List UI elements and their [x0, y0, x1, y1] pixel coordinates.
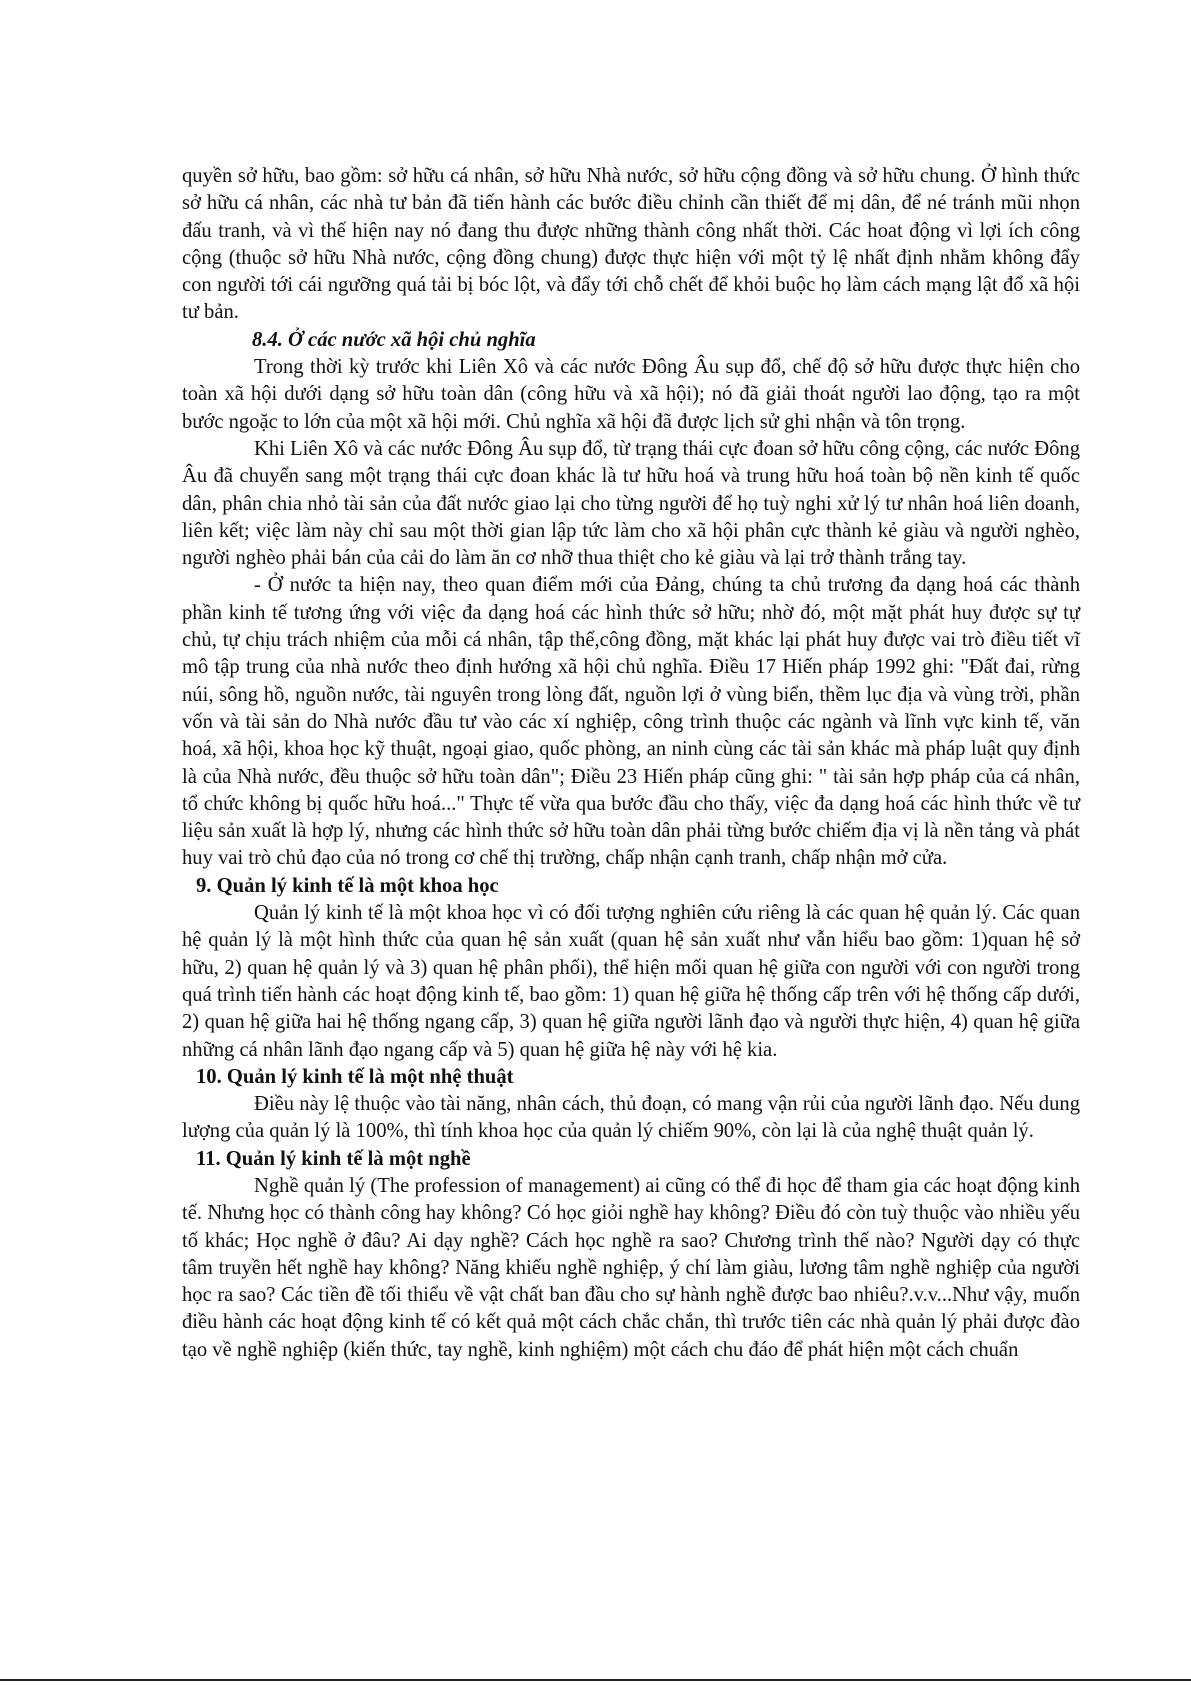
paragraph-capitalist-ownership: quyền sở hữu, bao gồm: sở hữu cá nhân, sở hữu Nhà nước, sở hữu cộng đồng và sở hữu chung. Ở hình thức sở hữu cá nhân, các nhà tư bản đã tiến hành các bước điều chỉnh cần thiết để mị dân, để né tránh mũi nhọn đấu tranh, và vì thế hiện nay nó đang thu được những thành công nhất thời. Các hoat động vì lợi ích công cộng (thuộc sở hữu Nhà nước, cộng đồng chung) được thực hiện với một tỷ lệ nhất định nhằm không đẩy con người tới cái ngưỡng quá tải bị bóc lột, và đẩy tới chỗ chết để khỏi buộc họ làm cách mạng lật đổ xã hội tư bản.	[182, 165, 1080, 324]
paragraph-collapse: Khi Liên Xô và các nước Đông Âu sụp đổ, từ trạng thái cực đoan sở hữu công cộng, các nước Đông Âu đã chuyển sang một trạng thái cực đoan khác là tư hữu hoá và trung hữu hoá toàn bộ nền kinh tế quốc dân, phân chia nhỏ tài sản của đất nước giao lại cho từng người để họ tuỳ nghi xử lý tư nhân hoá liên doanh, liên kết; việc làm này chỉ sau một thời gian lập tức làm cho xã hội phân cực thành kẻ giàu và người nghèo, người nghèo phải bán của cải do làm ăn cơ nhỡ thua thiệt cho kẻ giàu và lại trở thành trắng tay.	[182, 437, 1080, 570]
heading-10-management-art: 10. Quản lý kinh tế là một nhệ thuật	[196, 1065, 514, 1088]
paragraph-vietnam-policy: - Ở nước ta hiện nay, theo quan điểm mới của Đảng, chúng ta chủ trương đa dạng hoá các thành phần kinh tế tương ứng với việc đa dạng hoá các hình thức sở hữu; nhờ đó, một mặt phát huy được sự tự chủ, tự chịu trách nhiệm của mỗi cá nhân, tập thể,công đồng, mặt khác lại phát huy được vai trò điều tiết vĩ mô tập trung của nhà nước theo định hướng xã hội chủ nghĩa. Điều 17 Hiến pháp 1992 ghi: "Đất đai, rừng núi, sông hồ, nguồn nước, tài nguyên trong lòng đất, nguồn lợi ở vùng biển, thềm lục địa và vùng trời, phần vốn và tài sản do Nhà nước đầu tư vào các xí nghiệp, công trình thuộc các ngành và lĩnh vực kinh tế, văn hoá, xã hội, khoa học kỹ thuật, ngoại giao, quốc phòng, an ninh cùng các tài sản khác mà pháp luật quy định là của Nhà nước, đều thuộc sở hữu toàn dân"; Điều 23 Hiến pháp cũng ghi: " tài sản hợp pháp của cá nhân, tổ chức không bị quốc hữu hoá..." Thực tế vừa qua bước đầu cho thấy, việc đa dạng hoá các hình thức về tư liệu sản xuất là hợp lý, nhưng các hình thức sở hữu toàn dân phải từng bước chiếm địa vị là nền tảng và phát huy vai trò chủ đạo của nó trong cơ chế thị trường, chấp nhận cạnh tranh, chấp nhận mở cửa.	[182, 574, 1080, 870]
paragraph-soviet-period: Trong thời kỳ trước khi Liên Xô và các nước Đông Âu sụp đổ, chế độ sở hữu được thực hiện cho toàn xã hội dưới dạng sở hữu toàn dân (công hữu và xã hội); nó đã giải thoát người lao động, tạo ra một bước ngoặc to lớn của một xã hội mới. Chủ nghĩa xã hội đã được lịch sử ghi nhận và tôn trọng.	[182, 356, 1080, 433]
heading-11-management-profession: 11. Quản lý kinh tế là một nghề	[196, 1147, 471, 1170]
heading-9-management-science: 9. Quản lý kinh tế là một khoa học	[196, 874, 499, 897]
page-bottom-divider	[0, 1679, 1191, 1681]
paragraph-management-profession: Nghề quản lý (The profession of management) ai cũng có thể đi học để tham gia các hoạt động kinh tế. Nhưng học có thành công hay không? Có học giỏi nghề hay không? Điều đó còn tuỳ thuộc vào nhiều yếu tố khác; Học nghề ở đâu? Ai dạy nghề? Cách học nghề ra sao? Chương trình thế nào? Người dạy có thực tâm truyền hết nghề hay không? Năng khiếu nghề nghiệp, ý chí làm giàu, lương tâm nghề nghiệp của người học ra sao? Các tiền đề tối thiểu về vật chất ban đầu cho sự hành nghề được bao nhiêu?.v.v...Như vậy, muốn điều hành các hoạt động kinh tế có kết quả một cách chắc chắn, thì trước tiên các nhà quản lý phải được đào tạo về nghề nghiệp (kiến thức, tay nghề, kinh nghiệm) một cách chu đáo để phát hiện một cách chuẩn	[182, 1174, 1080, 1361]
document-page	[182, 163, 1080, 1364]
heading-8-4-socialist-countries: 8.4. Ở các nước xã hội chủ nghĩa	[252, 328, 536, 351]
paragraph-management-art: Điều này lệ thuộc vào tài năng, nhân cách, thủ đoạn, có mang vận rủi của người lãnh đạo. Nếu dung lượng của quản lý là 100%, thì tính khoa học của quản lý chiếm 90%, còn lại là của nghệ thuật quản lý.	[182, 1093, 1080, 1143]
paragraph-management-science: Quản lý kinh tế là một khoa học vì có đối tượng nghiên cứu riêng là các quan hệ quản lý. Các quan hệ quản lý là một hình thức của quan hệ sản xuất (quan hệ sản xuất như vẫn hiểu bao gồm: 1)quan hệ sở hữu, 2) quan hệ quản lý và 3) quan hệ phân phối), thể hiện mối quan hệ giữa con người với con người trong quá trình tiến hành các hoạt động kinh tế, bao gồm: 1) quan hệ giữa hệ thống cấp trên với hệ thống cấp dưới, 2) quan hệ giữa hai hệ thống ngang cấp, 3) quan hệ giữa người lãnh đạo và người thực hiện, 4) quan hệ giữa những cá nhân lãnh đạo ngang cấp và 5) quan hệ giữa hệ này với hệ kia.	[182, 902, 1080, 1061]
